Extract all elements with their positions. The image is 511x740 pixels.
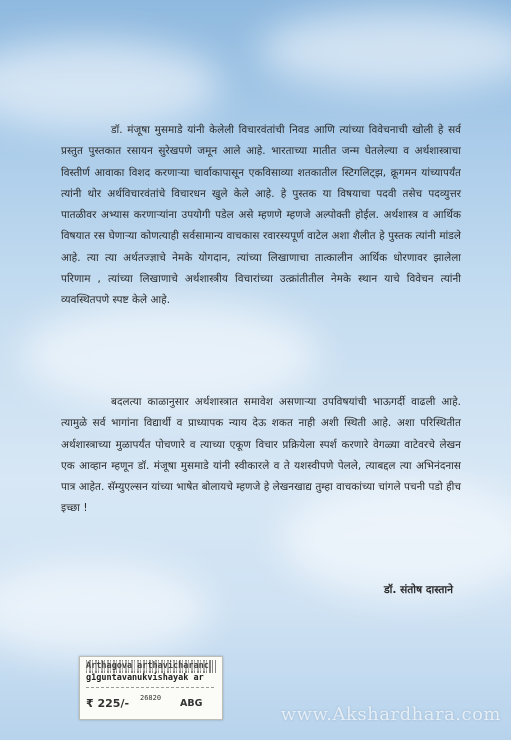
blurb-paragraph-1: डॉ. मंजूषा मुसमाडे यांनी केलेली विचारवंतांची निवड आणि त्यांच्या विवेचनाची खोली हे सर्व प्रस्तुत पुस्तकात रसायन सुरेखपणे जमून आले आहे. भारताच्या मातीत जन्म घेतलेल्या व अर्थशास्त्राचा विस्तीर्ण आवाका विशद करणाऱ्या चार्वाकापासून एकविसाव्या शतकातील स्टिगलिट्झ, क्रूगमन यांच्यापर्यंत त्यांनी थोर अर्थविचारवंतांचे विचारधन खुले केले आहे. हे पुस्तक या विषयाचा पदवी तसेच पदव्युत्तर पातळीवर अभ्यास करणाऱ्यांना उपयोगी पडेल असे म्हणणे म्हणजे अल्पोक्ती होईल. अर्थशास्त्र व आर्थिक विषयात रस घेणाऱ्या कोणत्याही सर्वसामान्य वाचकास रवारस्यपूर्ण वाटेल अशा शैलीत हे पुस्तक त्यांनी मांडले आहे. त्या त्या अर्थतज्ज्ञाचे नेमके योगदान, त्यांच्या लिखाणाचा तात्कालीन आर्थिक धोरणावर झालेला परिणाम , त्यांच्या लिखाणाचे अर्थशास्त्रीय विचारांच्या उत्क्रांतीतील नेमके स्थान याचे विवेचन त्यांनी व्यवस्थितपणे स्पष्ट केले आहे.	[61, 124, 461, 307]
sticker-price: ₹ 225/-	[86, 697, 130, 710]
cloud	[0, 40, 220, 130]
sticker-initials: ABG	[180, 698, 203, 709]
sticker-code: 26820	[140, 694, 162, 702]
blurb-paragraph-2: बदलत्या काळानुसार अर्थशास्त्रात समावेश असणाऱ्या उपविषयांची भाऊगर्दी वाढली आहे. त्यामुळे सर्व भागांना विद्यार्थी व प्राध्यापक न्याय देऊ शकत नाही अशी स्थिती आहे. अशा परिस्थितीत अर्थशास्त्राच्या मुळापर्यंत पोचणारे व त्याच्या एकूण विचार प्रक्रियेला स्पर्श करणारे वेगळ्या वाटेवरचे लेखन एक आव्हान म्हणून डॉ. मंजूषा मुसमाडे यांनी स्वीकारले व ते यशस्वीपणे पेलले, त्याबद्दल त्या अभिनंदनास पात्र आहेत. सॅम्युएल्सन यांच्या भाषेत बोलायचे म्हणजे हे लेखनखाद्य तुम्हा वाचकांच्या चांगले पचनी पडो हीच इच्छा !	[61, 396, 461, 515]
sticker-title-line-1: Arthagova arthavicharanc	[86, 661, 209, 671]
price-sticker	[79, 656, 223, 720]
watermark: www.Akshardhara.com	[280, 704, 501, 725]
sticker-divider	[86, 687, 214, 688]
cloud	[260, 10, 511, 90]
sticker-title-line-2: g1guntavanukvishayak ar	[86, 673, 204, 683]
cloud	[0, 560, 210, 660]
author-signature: डॉ. संतोष दास्ताने	[383, 584, 453, 596]
